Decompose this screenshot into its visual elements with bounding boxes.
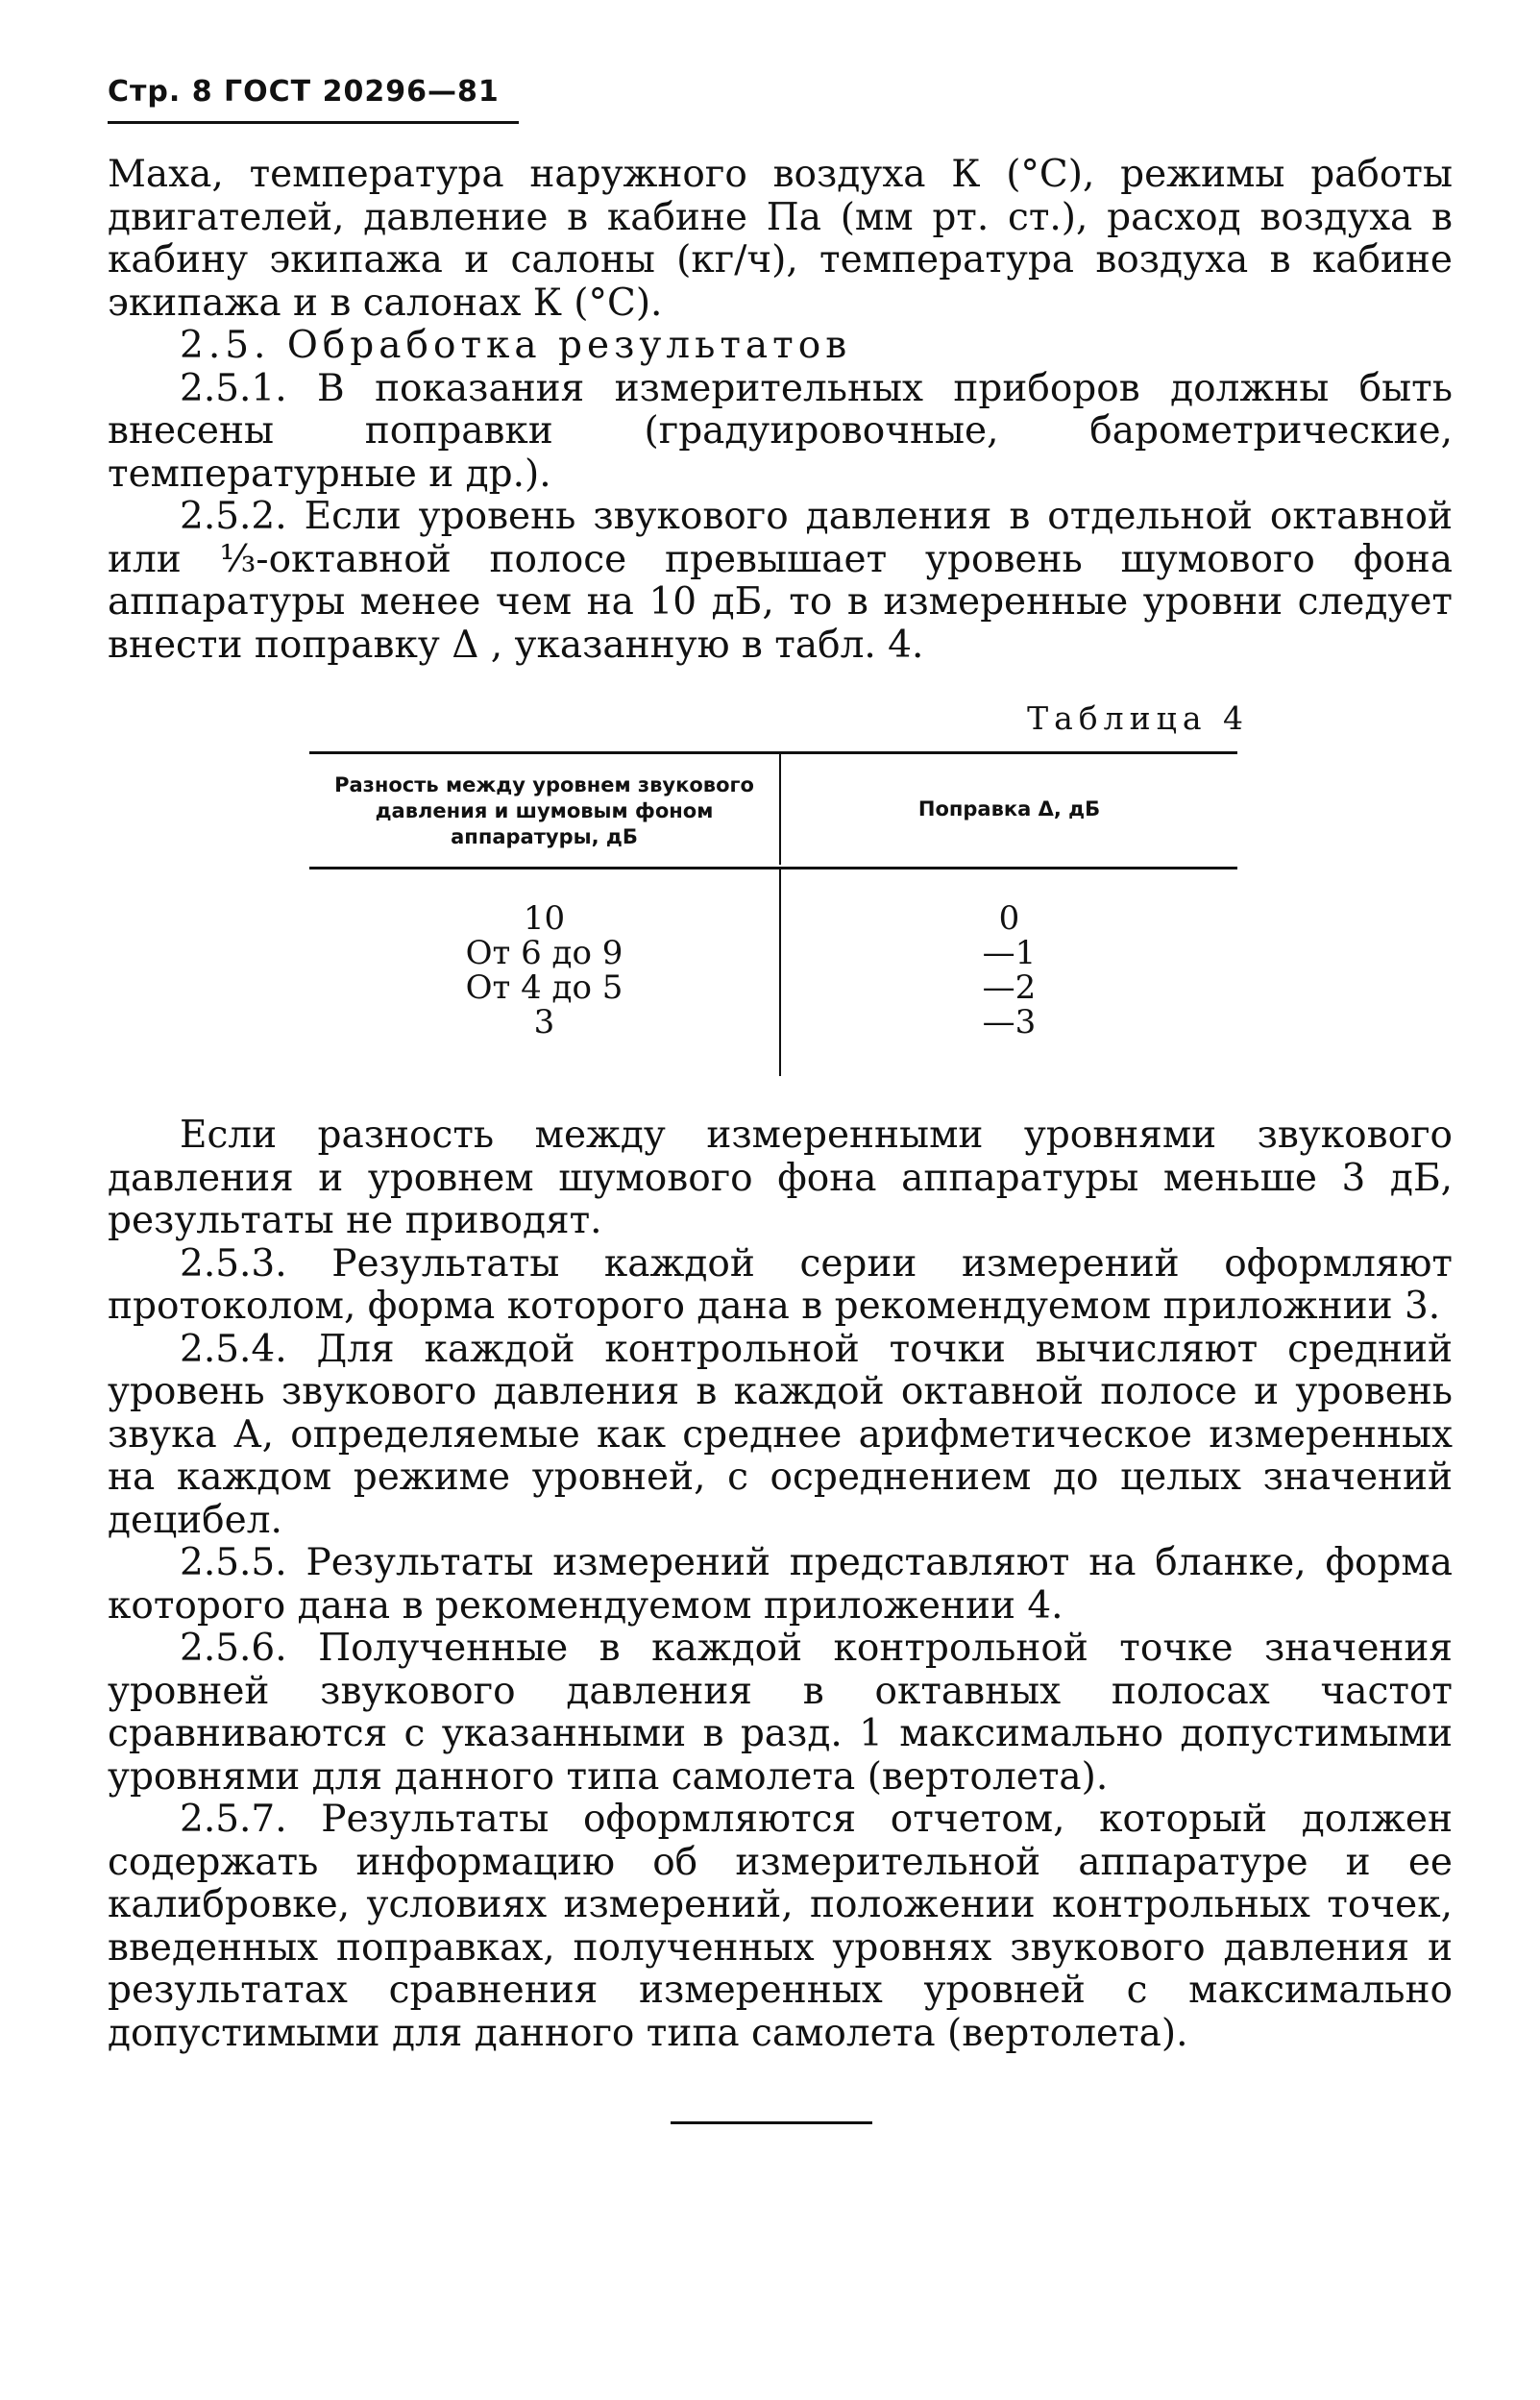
paragraph: 2.5.4. Для каждой контрольной точки вычисляют средний уровень звукового давления в каждой октавной полосе и уровень звука А, определяемые как среднее арифметическое измеренных на каждом режиме уровней, с осреднением до целых значений децибел. [108, 1327, 1453, 1542]
table-cell-difference: 3 [533, 1003, 555, 1041]
paragraph: 2.5.2. Если уровень звукового давления в отдельной октавной или ⅓-октавной полосе превышает уровень шумового фона аппаратуры менее чем на 10 дБ, то в измеренные уровни следует внести поправку Δ , указанную в табл. 4. [108, 495, 1453, 667]
table-cell-difference: 10 [523, 899, 566, 938]
end-rule [671, 2121, 872, 2124]
table-col2-header: Поправка Δ, дБ [917, 797, 1101, 820]
paragraph: 2.5.7. Результаты оформляются отчетом, который должен содержать информацию об измерительной аппаратуре и ее калибровке, условиях измерений, положении контрольных точек, введенных поправках, полученных уровнях звукового давления и результатах сравнения измеренных уровней с максимально допустимыми для данного типа самолета (вертолета). [108, 1798, 1453, 2055]
paragraph: Если разность между измеренными уровнями звукового давления и уровнем шумового фона аппаратуры меньше 3 дБ, результаты не приводят. [108, 1114, 1453, 1242]
paragraph: 2.5.5. Результаты измерений представляют на бланке, форма которого дана в рекомендуемом приложении 4. [108, 1541, 1453, 1628]
table-caption: Таблица 4 [1027, 699, 1249, 737]
table-header-rule [309, 867, 1237, 869]
table-col1-values [309, 901, 779, 1040]
table-cell-correction: —1 [982, 934, 1037, 972]
table-cell-difference: От 4 до 5 [465, 968, 623, 1007]
table-top-rule [309, 751, 1237, 754]
header-rule [108, 121, 519, 124]
table-cell-correction: —2 [982, 968, 1037, 1007]
table-cell-correction: 0 [998, 899, 1020, 938]
paragraph: 2.5.1. В показания измерительных приборов должны быть внесены поправки (градуировочные, барометрические, температурные и др.). [108, 366, 1453, 496]
table-col2-values [781, 901, 1237, 1040]
text-block-top [108, 154, 1453, 667]
table-col1-header: Разность между уровнем звукового давления и шумовым фоном аппаратуры, дБ [334, 773, 754, 848]
paragraph: Маха, температура наружного воздуха К (°С), режимы работы двигателей, давление в кабине Па (мм рт. ст.), расход воздуха в кабину экипажа и салоны (кг/ч), температура воздуха в кабине экипажа и в салонах К (°С). [108, 153, 1453, 325]
table-cell-difference: От 6 до 9 [465, 934, 623, 972]
table-cell-correction: —3 [982, 1003, 1037, 1041]
paragraph: 2.5.3. Результаты каждой серии измерений оформляют протоколом, форма которого дана в рекомендуемом приложнии 3. [108, 1241, 1453, 1328]
text-block-bottom [108, 1114, 1453, 2055]
paragraph: 2.5.6. Полученные в каждой контрольной точке значения уровней звукового давления в октавных полосах частот сравниваются с указанными в разд. 1 максимально допустимыми уровнями для данного типа самолета (вертолета). [108, 1627, 1453, 1799]
page-header: Стр. 8 ГОСТ 20296—81 [108, 75, 500, 109]
section-heading: 2.5. Обработка результатов [180, 324, 852, 367]
